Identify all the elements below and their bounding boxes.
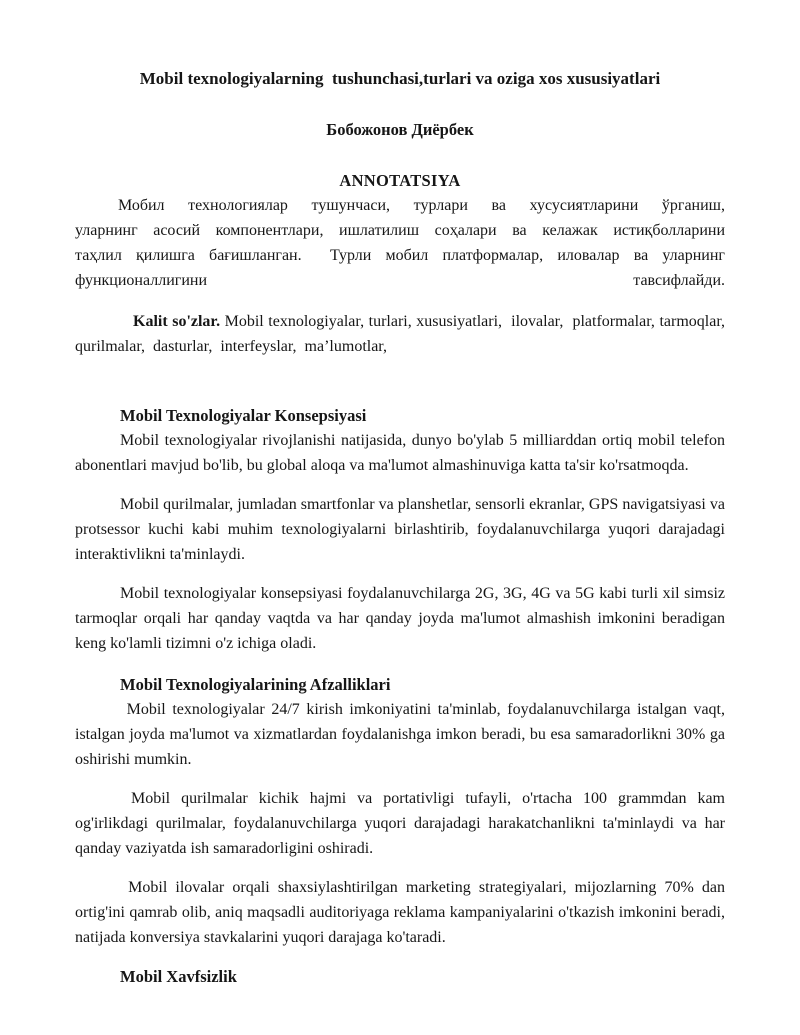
annotation-last-line-right: тавсифлайди. <box>633 272 725 289</box>
paragraph-konsepsiyasi-3: Mobil texnologiyalar konsepsiyasi foydalanuvchilarga 2G, 3G, 4G va 5G kabi turli xil simsiz tarmoqlar orqali har qanday vaqtda va har qanday joyda ma'lumot almashish imkonini beradigan keng ko'lamli tizimni o'z ichiga oladi. <box>75 585 729 652</box>
paragraph-afzalliklari-3: Mobil ilovalar orqali shaxsiylashtirilgan marketing strategiyalari, mijozlarning 70% dan ortig'ini qamrab olib, aniq maqsadli auditoriyaga reklama kampaniyalarini o'tkazish imkonini beradi, natijada konversiya stavkalarini yuqori darajaga ko'taradi. <box>75 879 730 946</box>
keywords-text: Mobil texnologiyalar, turlari, xususiyatlari, ilovalar, platformalar, tarmoqlar, qurilmalar, dasturlar, interfeyslar, ma’lumotlar, <box>75 313 730 355</box>
section-heading-konsepsiyasi: Mobil Texnologiyalar Konsepsiyasi <box>120 406 367 425</box>
annotation-last-line-left: функционаллигини <box>75 272 208 289</box>
paragraph-afzalliklari-1: Mobil texnologiyalar 24/7 kirish imkoniyatini ta'minlab, foydalanuvchilarga istalgan vaqt, istalgan joyda ma'lumot va xizmatlardan foydalanishga imkon beradi, bu esa samaradorlikni 30% ga oshirishi mumkin. <box>75 701 730 768</box>
annotation-last-line <box>75 268 725 293</box>
annotation-heading: ANNOTATSIYA <box>339 171 461 190</box>
document-title: Mobil texnologiyalarning tushunchasi,turlari va oziga xos xususiyatlari <box>139 69 661 88</box>
paragraph-konsepsiyasi-1: Mobil texnologiyalar rivojlanishi natijasida, dunyo bo'ylab 5 milliarddan ortiq mobil telefon abonentlari mavjud bo'lib, bu global aloqa va ma'lumot almashinuviga katta ta'sir ko'rsatmoqda. <box>75 432 729 474</box>
author-name: Бобожонов Диёрбек <box>326 120 474 139</box>
annotation-line-1: Мобил технологиялар тушунчаси, турлари ва хусусиятларини ўрганиш, <box>118 197 725 214</box>
paragraph-konsepsiyasi-2: Mobil qurilmalar, jumladan smartfonlar va planshetlar, sensorli ekranlar, GPS navigatsiyasi va protsessor kuchi kabi muhim texnologiyalarni birlashtirib, foydalanuvchilarga yuqori darajadagi interaktivlikni ta'minlaydi. <box>75 496 729 563</box>
keywords-label: Kalit so'zlar. <box>133 313 221 330</box>
annotation-paragraph <box>75 193 725 293</box>
section-heading-afzalliklari: Mobil Texnologiyalarining Afzalliklari <box>120 675 391 694</box>
section-heading-xavfsizlik: Mobil Xavfsizlik <box>120 967 237 986</box>
keywords-paragraph <box>75 309 730 359</box>
annotation-line-3: таҳлил қилишга бағишланган. Турли мобил платформалар, иловалар ва уларнинг <box>75 247 725 264</box>
paragraph-afzalliklari-2: Mobil qurilmalar kichik hajmi va portativligi tufayli, o'rtacha 100 grammdan kam og'irlikdagi qurilmalar, foydalanuvchilarga yuqori darajadagi harakatchanlikni ta'minlaydi va har qanday vaziyatda ish samaradorligini oshiradi. <box>75 790 730 857</box>
annotation-line-2: уларнинг асосий компонентлари, ишлатилиш соҳалари ва келажак истиқболларини <box>75 222 725 239</box>
